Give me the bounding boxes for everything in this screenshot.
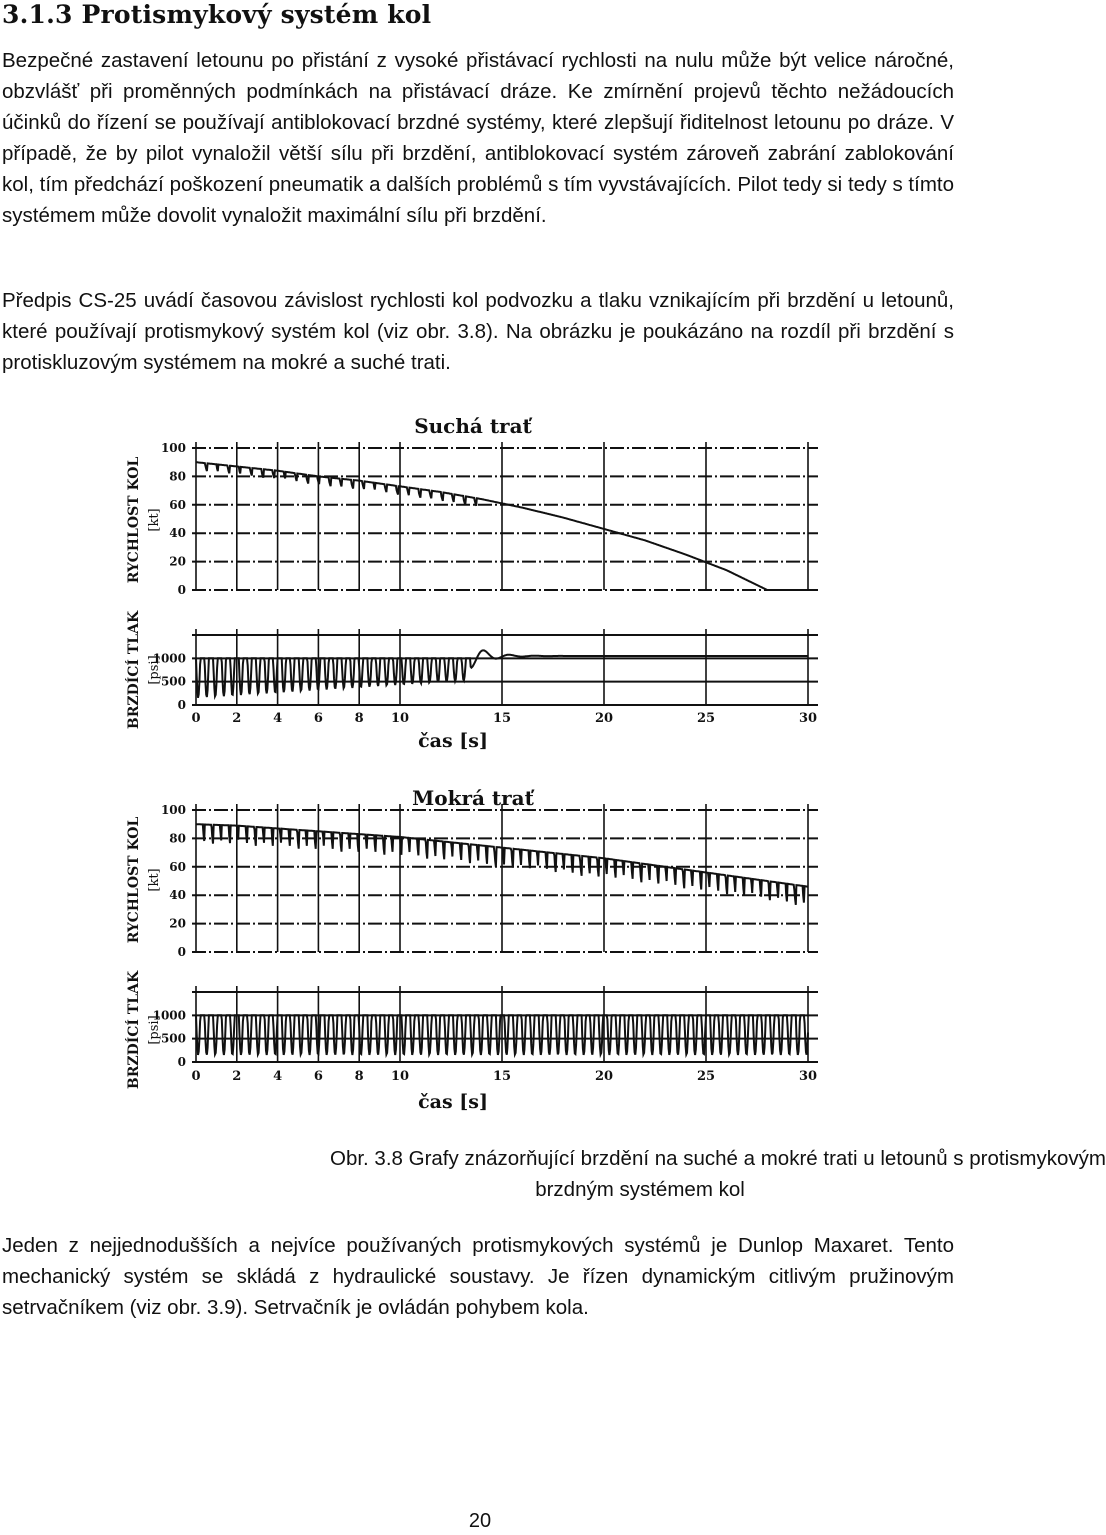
section-heading: 3.1.3 Protismykový systém kol <box>2 0 432 29</box>
wet-xlabel: čas [s] <box>418 1091 488 1113</box>
wet-speed-grid <box>192 804 818 952</box>
caption-line-1: Obr. 3.8 Grafy znázorňující brzdění na suché a mokré trati u letounů s protismykovým <box>330 1147 1106 1170</box>
wet-xtick-label: 0 <box>191 1069 201 1084</box>
dry-speed-ylabel: RYCHLOST KOL <box>126 456 142 584</box>
wet-xtick-label: 4 <box>273 1069 283 1084</box>
wet-xtick-label: 2 <box>232 1069 242 1084</box>
wet-pressure-yunit: [psi] <box>147 1015 162 1045</box>
wet-pressure-ytick-label: 1000 <box>152 1008 186 1023</box>
wet-speed-ytick-label: 80 <box>169 831 186 846</box>
dry-speed-ytick-label: 80 <box>169 469 186 484</box>
wet-xtick-label: 6 <box>313 1069 323 1084</box>
dry-speed-ytick-label: 40 <box>169 526 186 541</box>
dry-xtick-label: 8 <box>354 711 364 726</box>
wet-xtick-label: 10 <box>390 1069 410 1084</box>
wet-pressure-ytick-label: 0 <box>177 1055 186 1069</box>
dry-speed-grid <box>192 442 818 590</box>
paragraph-maxaret: Jeden z nejjednodušších a nejvíce používaných protismykových systémů je Dunlop Maxaret. Tento mechanický systém se skládá z hydraulické soustavy. Je řízen dynamickým citlivým pružinovým setrvačníkem (viz obr. 3.9). Setrvačník je ovládán pohybem kola. <box>2 1234 954 1319</box>
dry-xtick-label: 4 <box>273 711 283 726</box>
wet-speed-ytick-label: 40 <box>169 888 186 903</box>
dry-speed-ytick-label: 0 <box>177 583 186 597</box>
wet-pressure-ylabel: BRZDÍCÍ TLAK <box>126 970 142 1090</box>
dry-speed-ytick-label: 100 <box>160 441 186 455</box>
wet-speed-ytick-label: 60 <box>169 859 186 874</box>
dry-pressure-ylabel: BRZDÍCÍ TLAK <box>126 610 142 730</box>
wet-speed-ytick-label: 20 <box>169 916 186 931</box>
dry-xtick-label: 2 <box>232 711 242 726</box>
dry-xtick-label: 20 <box>594 711 614 726</box>
wet-xtick-label: 25 <box>696 1069 716 1084</box>
wet-speed-ylabel: RYCHLOST KOL <box>126 816 142 944</box>
wet-xtick-label: 30 <box>798 1069 818 1084</box>
dry-pressure-ytick-label: 500 <box>160 674 186 689</box>
dry-xtick-label: 30 <box>798 711 818 726</box>
wet-pressure-ytick-label: 500 <box>160 1031 186 1046</box>
figure-caption <box>330 1143 1106 1205</box>
wet-xtick-label: 15 <box>492 1069 512 1084</box>
dry-chart-title: Suchá trať <box>414 414 532 438</box>
wet-xtick-label: 20 <box>594 1069 614 1084</box>
dry-xtick-label: 6 <box>313 711 323 726</box>
dry-pressure-ytick-label: 0 <box>177 698 186 712</box>
dry-xtick-label: 25 <box>696 711 716 726</box>
braking-figure <box>108 400 853 1125</box>
page-number: 20 <box>468 1510 492 1532</box>
paragraph-cs25: Předpis CS-25 uvádí časovou závislost rychlosti kol podvozku a tlaku vznikajícím při brzdění u letounů, které používají protismykový systém kol (viz obr. 3.8). Na obrázku je poukázáno na rozdíl při brzdění s protiskluzovým systémem na mokré a suché trati. <box>2 289 954 374</box>
wet-speed-ytick-label: 0 <box>177 945 186 959</box>
dry-speed-ytick-label: 20 <box>169 554 186 569</box>
dry-speed-ytick-label: 60 <box>169 497 186 512</box>
wet-speed-yunit: [kt] <box>147 868 162 892</box>
caption-line-2: brzdným systémem kol <box>535 1178 745 1201</box>
braking-charts-svg <box>108 400 853 1125</box>
paragraph-intro: Bezpečné zastavení letounu po přistání z vysoké přistávací rychlosti na nulu může být velice náročné, obzvlášť při proměnných podmínkách na přistávací dráze. Ke zmírnění projevů těchto nežádoucích účinků do řízení se používají antiblokovací brzdné systémy, které zlepšují řiditelnost letounu po dráze. V případě, že by pilot vynaložil větší sílu při brzdění, antiblokovací systém zároveň zabrání zablokování kol, tím předchází poškození pneumatik a dalších problémů s tím vyvstávajících. Pilot tedy si tedy s tímto systémem může dovolit vynaložit maximální sílu při brzdění. <box>2 49 954 227</box>
dry-xtick-label: 10 <box>390 711 410 726</box>
wet-xtick-label: 8 <box>354 1069 364 1084</box>
wet-chart-title: Mokrá trať <box>412 786 534 810</box>
wet-speed-ytick-label: 100 <box>160 803 186 817</box>
dry-pressure-ytick-label: 1000 <box>152 651 186 666</box>
dry-xtick-label: 15 <box>492 711 512 726</box>
dry-pressure-yunit: [psi] <box>147 655 162 685</box>
dry-xtick-label: 0 <box>191 711 201 726</box>
dry-xlabel: čas [s] <box>418 730 488 752</box>
dry-speed-yunit: [kt] <box>147 508 162 532</box>
